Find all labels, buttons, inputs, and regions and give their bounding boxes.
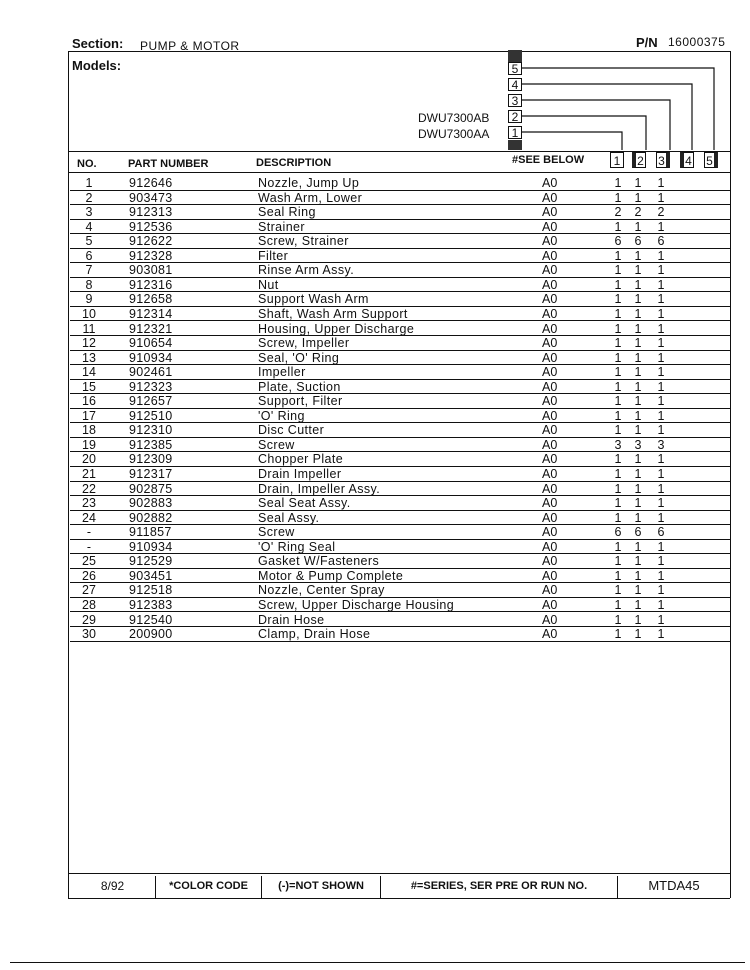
column-header-top-rule	[68, 151, 730, 152]
footer-right-border	[730, 873, 731, 898]
row-qty-model-3: 1	[657, 306, 665, 321]
row-item-number: 9	[85, 292, 93, 307]
table-row	[70, 220, 730, 235]
row-part-number: 903473	[129, 190, 173, 205]
row-qty-model-1: 1	[614, 365, 622, 380]
footer-bottom-rule	[68, 898, 730, 899]
table-row	[70, 452, 730, 467]
row-part-number: 902882	[129, 510, 173, 525]
table-row	[70, 234, 730, 249]
row-item-number: 19	[82, 437, 96, 452]
row-qty-model-3: 1	[657, 467, 665, 481]
row-qty-model-1: 2	[614, 205, 622, 220]
col-header-part-number: PART NUMBER	[128, 158, 209, 170]
model-box-5: 5	[508, 62, 522, 75]
row-description: Nozzle, Center Spray	[258, 583, 385, 598]
row-see-below: A0	[542, 219, 558, 234]
row-description: Support, Filter	[258, 394, 343, 409]
row-qty-model-1: 1	[614, 176, 622, 190]
row-part-number: 912510	[129, 408, 173, 423]
row-qty-model-1: 1	[614, 481, 622, 496]
row-description: Impeller	[258, 365, 306, 380]
row-see-below: A0	[542, 612, 558, 627]
row-description: Housing, Upper Discharge	[258, 321, 415, 336]
row-qty-model-3: 6	[657, 525, 665, 540]
row-qty-model-3: 1	[657, 627, 665, 642]
row-see-below: A0	[542, 176, 558, 190]
row-item-number: 3	[85, 205, 93, 220]
table-row	[70, 336, 730, 351]
row-qty-model-2: 6	[634, 525, 642, 540]
row-qty-model-1: 6	[614, 234, 622, 249]
row-item-number: 18	[82, 423, 96, 438]
model-box-2: 2	[508, 110, 522, 123]
row-qty-model-3: 1	[657, 510, 665, 525]
row-item-number: 1	[85, 176, 93, 190]
row-part-number: 200900	[129, 627, 173, 642]
model-box-4: 4	[508, 78, 522, 91]
row-qty-model-1: 1	[614, 248, 622, 263]
row-qty-model-1: 1	[614, 467, 622, 481]
row-see-below: A0	[542, 350, 558, 365]
table-row	[70, 351, 730, 366]
row-qty-model-2: 1	[634, 481, 642, 496]
row-qty-model-2: 1	[634, 583, 642, 598]
row-see-below: A0	[542, 408, 558, 423]
row-qty-model-2: 1	[634, 394, 642, 409]
row-part-number: 912529	[129, 554, 173, 569]
row-item-number: 11	[82, 321, 96, 336]
row-qty-model-3: 1	[657, 452, 665, 467]
row-qty-model-1: 1	[614, 306, 622, 321]
row-rule	[70, 641, 730, 642]
row-part-number: 912658	[129, 292, 173, 307]
row-qty-model-2: 1	[634, 568, 642, 583]
row-qty-model-2: 1	[634, 176, 642, 190]
pn-label: P/N	[636, 35, 658, 50]
row-qty-model-2: 1	[634, 597, 642, 612]
row-qty-model-2: 1	[634, 467, 642, 481]
row-description: Strainer	[258, 219, 305, 234]
row-description: Seal, 'O' Ring	[258, 350, 340, 365]
row-see-below: A0	[542, 321, 558, 336]
row-qty-model-3: 1	[657, 176, 665, 190]
row-part-number: 912657	[129, 394, 173, 409]
row-item-number: 2	[85, 190, 93, 205]
footer-not-shown: (-)=NOT SHOWN	[278, 880, 364, 892]
row-qty-model-3: 6	[657, 234, 665, 249]
row-qty-model-1: 6	[614, 525, 622, 540]
row-description: Shaft, Wash Arm Support	[258, 306, 408, 321]
model-connector-lines	[520, 60, 732, 155]
row-part-number: 912314	[129, 306, 173, 321]
row-qty-model-2: 1	[634, 452, 642, 467]
row-see-below: A0	[542, 292, 558, 307]
row-see-below: A0	[542, 496, 558, 511]
table-row	[70, 176, 730, 191]
col-header-see-below: #SEE BELOW	[512, 154, 585, 166]
row-part-number: 912321	[129, 321, 173, 336]
header-rule	[68, 51, 730, 52]
row-item-number: 16	[82, 394, 96, 409]
row-item-number: 14	[82, 365, 96, 380]
row-part-number: 912310	[129, 423, 173, 438]
footer-top-rule	[68, 873, 730, 874]
row-qty-model-1: 1	[614, 423, 622, 438]
row-part-number: 902883	[129, 496, 173, 511]
row-description: Wash Arm, Lower	[258, 190, 363, 205]
row-description: Plate, Suction	[258, 379, 341, 394]
row-item-number: 5	[85, 234, 93, 249]
row-part-number: 912323	[129, 379, 173, 394]
row-part-number: 912518	[129, 583, 173, 598]
row-description: Rinse Arm Assy.	[258, 263, 355, 278]
col-model-3: 3	[656, 152, 670, 168]
row-qty-model-2: 1	[634, 379, 642, 394]
row-item-number: 28	[82, 597, 96, 612]
row-description: Gasket W/Fasteners	[258, 554, 380, 569]
row-see-below: A0	[542, 234, 558, 249]
col-model-5: 5	[704, 152, 718, 168]
row-qty-model-1: 1	[614, 612, 622, 627]
row-qty-model-1: 1	[614, 510, 622, 525]
row-description: Clamp, Drain Hose	[258, 627, 371, 642]
row-part-number: 910934	[129, 350, 173, 365]
row-qty-model-3: 1	[657, 597, 665, 612]
table-row	[70, 365, 730, 380]
row-description: 'O' Ring Seal	[258, 539, 336, 554]
row-qty-model-3: 1	[657, 292, 665, 307]
row-see-below: A0	[542, 539, 558, 554]
row-qty-model-1: 1	[614, 452, 622, 467]
row-see-below: A0	[542, 248, 558, 263]
row-see-below: A0	[542, 306, 558, 321]
table-row	[70, 278, 730, 293]
row-qty-model-2: 1	[634, 292, 642, 307]
row-part-number: 912536	[129, 219, 173, 234]
row-see-below: A0	[542, 554, 558, 569]
row-description: Drain Hose	[258, 612, 325, 627]
row-part-number: 912540	[129, 612, 173, 627]
row-part-number: 912316	[129, 277, 173, 292]
row-qty-model-3: 1	[657, 379, 665, 394]
row-qty-model-2: 1	[634, 408, 642, 423]
row-see-below: A0	[542, 467, 558, 481]
table-row	[70, 554, 730, 569]
col-header-description: DESCRIPTION	[256, 157, 332, 169]
row-qty-model-1: 1	[614, 350, 622, 365]
row-see-below: A0	[542, 481, 558, 496]
row-qty-model-3: 1	[657, 423, 665, 438]
table-left-border	[68, 151, 69, 873]
row-see-below: A0	[542, 627, 558, 642]
row-qty-model-1: 1	[614, 190, 622, 205]
row-qty-model-3: 1	[657, 321, 665, 336]
row-item-number: -	[86, 525, 92, 540]
row-part-number: 903451	[129, 568, 173, 583]
row-description: Nozzle, Jump Up	[258, 176, 360, 190]
section-value: PUMP & MOTOR	[140, 39, 240, 53]
table-row	[70, 292, 730, 307]
row-description: Seal Assy.	[258, 510, 320, 525]
row-qty-model-1: 1	[614, 321, 622, 336]
col-model-4: 4	[680, 152, 694, 168]
row-qty-model-2: 1	[634, 496, 642, 511]
col-model-2: 2	[632, 152, 646, 168]
row-qty-model-1: 1	[614, 554, 622, 569]
row-qty-model-2: 6	[634, 234, 642, 249]
row-see-below: A0	[542, 510, 558, 525]
row-qty-model-2: 1	[634, 336, 642, 351]
footer-doc-code: MTDA45	[648, 878, 700, 893]
row-description: Chopper Plate	[258, 452, 344, 467]
row-item-number: 12	[82, 336, 96, 351]
row-description: Drain Impeller	[258, 467, 342, 481]
row-qty-model-1: 1	[614, 408, 622, 423]
row-qty-model-3: 1	[657, 583, 665, 598]
table-row	[70, 467, 730, 482]
row-description: Nut	[258, 277, 279, 292]
page-bottom-rule	[10, 962, 745, 963]
footer-left-border	[68, 873, 69, 898]
row-part-number: 912328	[129, 248, 173, 263]
row-item-number: 25	[82, 554, 96, 569]
row-item-number: 22	[82, 481, 96, 496]
row-qty-model-1: 1	[614, 496, 622, 511]
column-header-bottom-rule	[68, 172, 730, 173]
row-description: Seal Ring	[258, 205, 316, 220]
row-qty-model-2: 1	[634, 510, 642, 525]
footer-color-code: *COLOR CODE	[169, 880, 248, 892]
row-qty-model-2: 1	[634, 612, 642, 627]
row-item-number: 23	[82, 496, 96, 511]
row-qty-model-1: 1	[614, 597, 622, 612]
row-qty-model-3: 1	[657, 248, 665, 263]
row-part-number: 902461	[129, 365, 173, 380]
row-qty-model-3: 1	[657, 365, 665, 380]
row-description: Screw, Upper Discharge Housing	[258, 597, 455, 612]
row-item-number: 7	[85, 263, 93, 278]
row-part-number: 903081	[129, 263, 173, 278]
row-see-below: A0	[542, 263, 558, 278]
models-left-border	[68, 51, 69, 151]
row-item-number: 21	[82, 467, 96, 481]
row-qty-model-2: 1	[634, 306, 642, 321]
row-item-number: 13	[82, 350, 96, 365]
table-row	[70, 482, 730, 497]
row-qty-model-1: 1	[614, 336, 622, 351]
footer-date: 8/92	[100, 879, 125, 893]
row-see-below: A0	[542, 205, 558, 220]
row-description: Screw, Impeller	[258, 336, 350, 351]
row-qty-model-2: 1	[634, 263, 642, 278]
row-qty-model-1: 1	[614, 379, 622, 394]
row-qty-model-1: 1	[614, 583, 622, 598]
model-box-1: 1	[508, 126, 522, 139]
row-qty-model-3: 1	[657, 568, 665, 583]
row-item-number: 4	[85, 219, 93, 234]
row-item-number: 29	[82, 612, 96, 627]
row-description: Motor & Pump Complete	[258, 568, 404, 583]
row-qty-model-3: 1	[657, 496, 665, 511]
table-row	[70, 613, 730, 628]
row-qty-model-3: 2	[657, 205, 665, 220]
row-part-number: 912646	[129, 176, 173, 190]
row-qty-model-3: 1	[657, 554, 665, 569]
row-see-below: A0	[542, 583, 558, 598]
row-description: Filter	[258, 248, 289, 263]
row-qty-model-2: 1	[634, 190, 642, 205]
row-qty-model-3: 1	[657, 190, 665, 205]
table-row	[70, 525, 730, 540]
table-row	[70, 496, 730, 511]
row-qty-model-1: 1	[614, 568, 622, 583]
row-qty-model-2: 1	[634, 350, 642, 365]
row-part-number: 902875	[129, 481, 173, 496]
model-box-3: 3	[508, 94, 522, 107]
table-row	[70, 409, 730, 424]
row-qty-model-1: 1	[614, 292, 622, 307]
row-qty-model-3: 1	[657, 336, 665, 351]
row-qty-model-1: 1	[614, 627, 622, 642]
row-part-number: 912313	[129, 205, 173, 220]
row-qty-model-2: 1	[634, 277, 642, 292]
row-part-number: 910934	[129, 539, 173, 554]
row-qty-model-2: 1	[634, 248, 642, 263]
row-item-number: 6	[85, 248, 93, 263]
row-item-number: 8	[85, 277, 93, 292]
row-qty-model-1: 3	[614, 437, 622, 452]
models-label: Models:	[72, 58, 122, 73]
row-see-below: A0	[542, 277, 558, 292]
row-qty-model-2: 2	[634, 205, 642, 220]
table-row	[70, 423, 730, 438]
row-see-below: A0	[542, 452, 558, 467]
row-see-below: A0	[542, 365, 558, 380]
table-row	[70, 380, 730, 395]
row-see-below: A0	[542, 597, 558, 612]
model-name-2: DWU7300AB	[418, 111, 490, 125]
row-qty-model-2: 3	[634, 437, 642, 452]
section-label: Section:	[72, 36, 124, 51]
row-item-number: 30	[82, 627, 96, 642]
model-name-1: DWU7300AA	[418, 127, 490, 141]
row-see-below: A0	[542, 190, 558, 205]
row-item-number: -	[86, 539, 92, 554]
row-qty-model-3: 1	[657, 263, 665, 278]
row-description: Drain, Impeller Assy.	[258, 481, 381, 496]
row-qty-model-3: 1	[657, 612, 665, 627]
row-qty-model-3: 3	[657, 437, 665, 452]
row-part-number: 911857	[129, 525, 172, 540]
table-row	[70, 569, 730, 584]
row-part-number: 912622	[129, 234, 173, 249]
row-description: Screw, Strainer	[258, 234, 349, 249]
row-qty-model-1: 1	[614, 219, 622, 234]
row-item-number: 26	[82, 568, 96, 583]
table-row	[70, 627, 730, 642]
row-qty-model-3: 1	[657, 539, 665, 554]
table-row	[70, 438, 730, 453]
row-qty-model-3: 1	[657, 219, 665, 234]
row-part-number: 912309	[129, 452, 173, 467]
row-qty-model-2: 1	[634, 539, 642, 554]
row-qty-model-2: 1	[634, 554, 642, 569]
row-qty-model-2: 1	[634, 627, 642, 642]
row-qty-model-1: 1	[614, 277, 622, 292]
row-qty-model-1: 1	[614, 263, 622, 278]
row-see-below: A0	[542, 336, 558, 351]
table-row	[70, 394, 730, 409]
row-item-number: 15	[82, 379, 96, 394]
row-qty-model-3: 1	[657, 481, 665, 496]
table-right-border	[730, 151, 731, 873]
row-item-number: 24	[82, 510, 96, 525]
row-qty-model-1: 1	[614, 539, 622, 554]
table-row	[70, 583, 730, 598]
row-see-below: A0	[542, 568, 558, 583]
row-description: Screw	[258, 525, 295, 540]
row-qty-model-3: 1	[657, 350, 665, 365]
row-see-below: A0	[542, 437, 558, 452]
row-part-number: 912317	[129, 467, 173, 481]
row-see-below: A0	[542, 525, 558, 540]
pn-value: 16000375	[668, 35, 726, 49]
row-description: Support Wash Arm	[258, 292, 369, 307]
col-header-no: NO.	[77, 158, 97, 170]
table-row	[70, 540, 730, 555]
row-qty-model-2: 1	[634, 321, 642, 336]
row-description: Seal Seat Assy.	[258, 496, 351, 511]
row-qty-model-2: 1	[634, 219, 642, 234]
row-part-number: 912385	[129, 437, 173, 452]
table-row	[70, 322, 730, 337]
row-item-number: 10	[82, 306, 96, 321]
table-row	[70, 249, 730, 264]
row-qty-model-2: 1	[634, 365, 642, 380]
row-description: Disc Cutter	[258, 423, 325, 438]
footer-series-note: #=SERIES, SER PRE OR RUN NO.	[410, 880, 588, 892]
table-row	[70, 191, 730, 206]
table-row	[70, 263, 730, 278]
row-part-number: 910654	[129, 336, 173, 351]
row-description: Screw	[258, 437, 295, 452]
table-row	[70, 307, 730, 322]
table-row	[70, 205, 730, 220]
row-qty-model-3: 1	[657, 394, 665, 409]
row-see-below: A0	[542, 423, 558, 438]
row-see-below: A0	[542, 394, 558, 409]
row-part-number: 912383	[129, 597, 173, 612]
row-qty-model-1: 1	[614, 394, 622, 409]
col-model-1: 1	[610, 152, 624, 168]
row-qty-model-3: 1	[657, 277, 665, 292]
row-qty-model-2: 1	[634, 423, 642, 438]
row-see-below: A0	[542, 379, 558, 394]
row-item-number: 20	[82, 452, 96, 467]
table-row	[70, 511, 730, 526]
row-item-number: 17	[82, 408, 96, 423]
table-row	[70, 598, 730, 613]
row-qty-model-3: 1	[657, 408, 665, 423]
row-description: 'O' Ring	[258, 408, 305, 423]
row-item-number: 27	[82, 583, 96, 598]
